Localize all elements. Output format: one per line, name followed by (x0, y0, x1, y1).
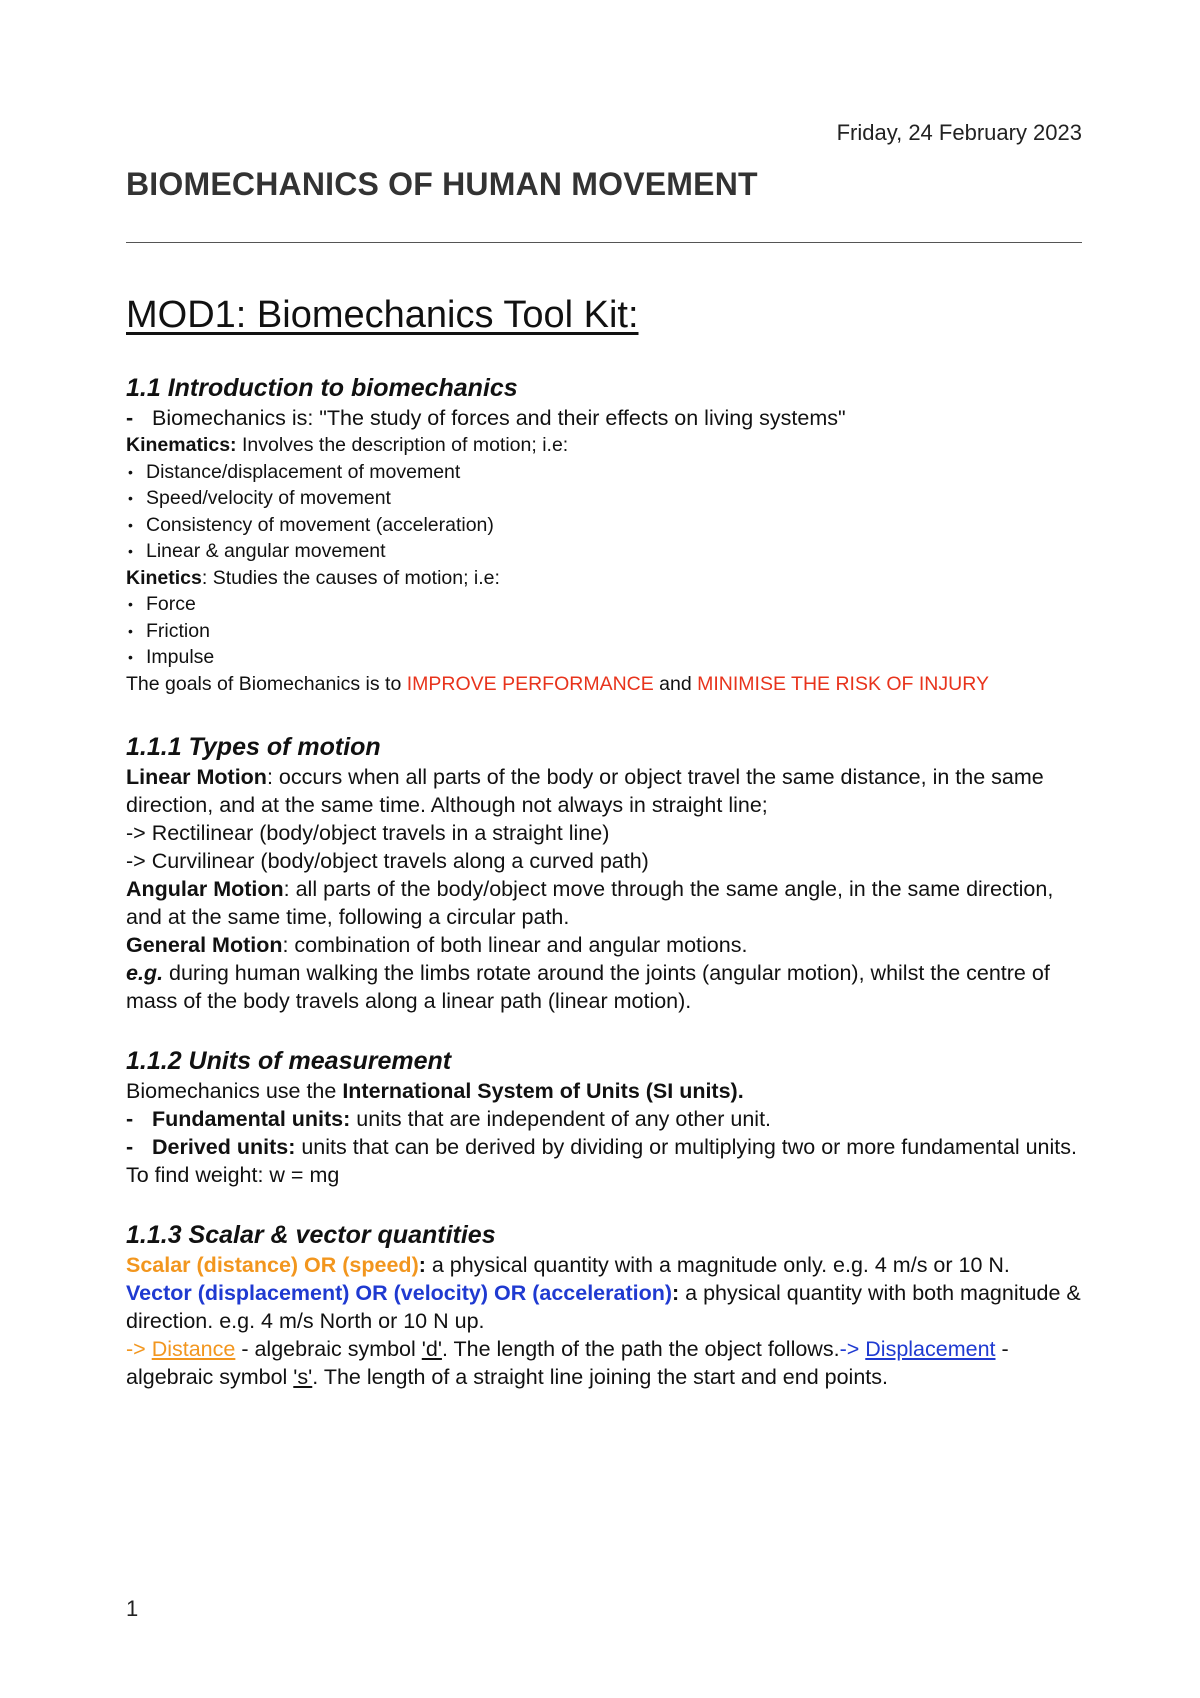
goals-line: The goals of Biomechanics is to IMPROVE PERFORMANCE and MINIMISE THE RISK OF INJURY (126, 672, 989, 695)
derived-units-item: - Derived units: units that can be derived by dividing or multiplying two or more fundamental units. (126, 1135, 1077, 1159)
page-number: 1 (126, 1596, 139, 1621)
dash-marker: - (126, 1135, 134, 1159)
section-heading: 1.1 Introduction to biomechanics (126, 374, 518, 402)
vector-label: Vector (displacement) OR (velocity) OR (acceleration) (126, 1281, 673, 1305)
title-divider (126, 242, 1082, 243)
document-body (126, 372, 1086, 1391)
linear-motion-para: Linear Motion: occurs when all parts of the body or object travel the same distance, in the same direction, and at the same time. Although not always in straight line; (126, 765, 1044, 817)
kinetics-line: Kinetics: Studies the causes of motion; i.e: (126, 566, 500, 589)
dash-marker: - (126, 1107, 134, 1131)
general-motion-para: General Motion: combination of both linear and angular motions. (126, 933, 748, 957)
document-title: BIOMECHANICS OF HUMAN MOVEMENT (126, 166, 758, 202)
vector-para: Vector (displacement) OR (velocity) OR (acceleration): a physical quantity with both magnitude & direction. e.g. 4 m/s North or 10 N up. (126, 1281, 1081, 1333)
definition-item (126, 404, 1086, 432)
highlight-improve-performance: IMPROVE PERFORMANCE (406, 672, 654, 695)
fundamental-units-item: - Fundamental units: units that are independent of any other unit. (126, 1107, 772, 1131)
distance-link[interactable]: Distance (151, 1337, 236, 1361)
angular-motion-para: Angular Motion: all parts of the body/object move through the same angle, in the same direction, and at the same time, following a circular path. (126, 877, 1054, 929)
kinetics-list (126, 591, 1086, 671)
section-1-1-3 (126, 1219, 1086, 1391)
highlight-minimise-risk: MINIMISE THE RISK OF INJURY (697, 672, 989, 695)
section-1-1-1 (126, 731, 1086, 1015)
scalar-label: Scalar (distance) OR (speed) (126, 1253, 419, 1277)
kinematics-label: Kinematics: (126, 434, 237, 456)
list-item: • Speed/velocity of movement (128, 487, 391, 509)
displacement-link[interactable]: Displacement (865, 1337, 996, 1361)
rectilinear-line: -> Rectilinear (body/object travels in a straight line) (126, 821, 610, 845)
list-item: • Force (128, 593, 196, 615)
weight-formula: To find weight: w = mg (126, 1163, 340, 1187)
definition-text: Biomechanics is: "The study of forces and their effects on living systems" (152, 406, 846, 430)
scalar-para: Scalar (distance) OR (speed): a physical quantity with a magnitude only. e.g. 4 m/s or 10 N. (126, 1253, 1010, 1277)
list-item: • Consistency of movement (acceleration) (128, 513, 494, 536)
curvilinear-line: -> Curvilinear (body/object travels along a curved path) (126, 849, 649, 873)
example-para: e.g. during human walking the limbs rotate around the joints (angular motion), whilst the centre of mass of the body travels along a linear path (linear motion). (126, 961, 1050, 1013)
section-1-1-2 (126, 1045, 1086, 1189)
section-1-1 (126, 372, 1086, 697)
distance-displacement-para: -> Distance - algebraic symbol 'd'. The length of the path the object follows.-> Displacement - algebraic symbol 's'. The length of a straight line joining the start and end points. (126, 1337, 1009, 1389)
list-item: • Distance/displacement of movement (128, 460, 461, 483)
section-heading: 1.1.2 Units of measurement (126, 1047, 452, 1075)
list-item: • Linear & angular movement (128, 540, 386, 562)
list-item: • Friction (128, 619, 210, 642)
document-date: Friday, 24 February 2023 (836, 120, 1082, 145)
dash-marker: - (126, 406, 134, 430)
si-units-intro: Biomechanics use the International System of Units (SI units). (126, 1079, 744, 1103)
section-heading: 1.1.1 Types of motion (126, 733, 381, 761)
kinetics-label: Kinetics (126, 566, 202, 589)
section-heading: 1.1.3 Scalar & vector quantities (126, 1221, 496, 1249)
kinematics-list (126, 459, 1086, 565)
kinematics-line: Kinematics: Involves the description of motion; i.e: (126, 434, 569, 456)
list-item: • Impulse (128, 646, 215, 668)
module-title: MOD1: Biomechanics Tool Kit: (126, 294, 639, 336)
